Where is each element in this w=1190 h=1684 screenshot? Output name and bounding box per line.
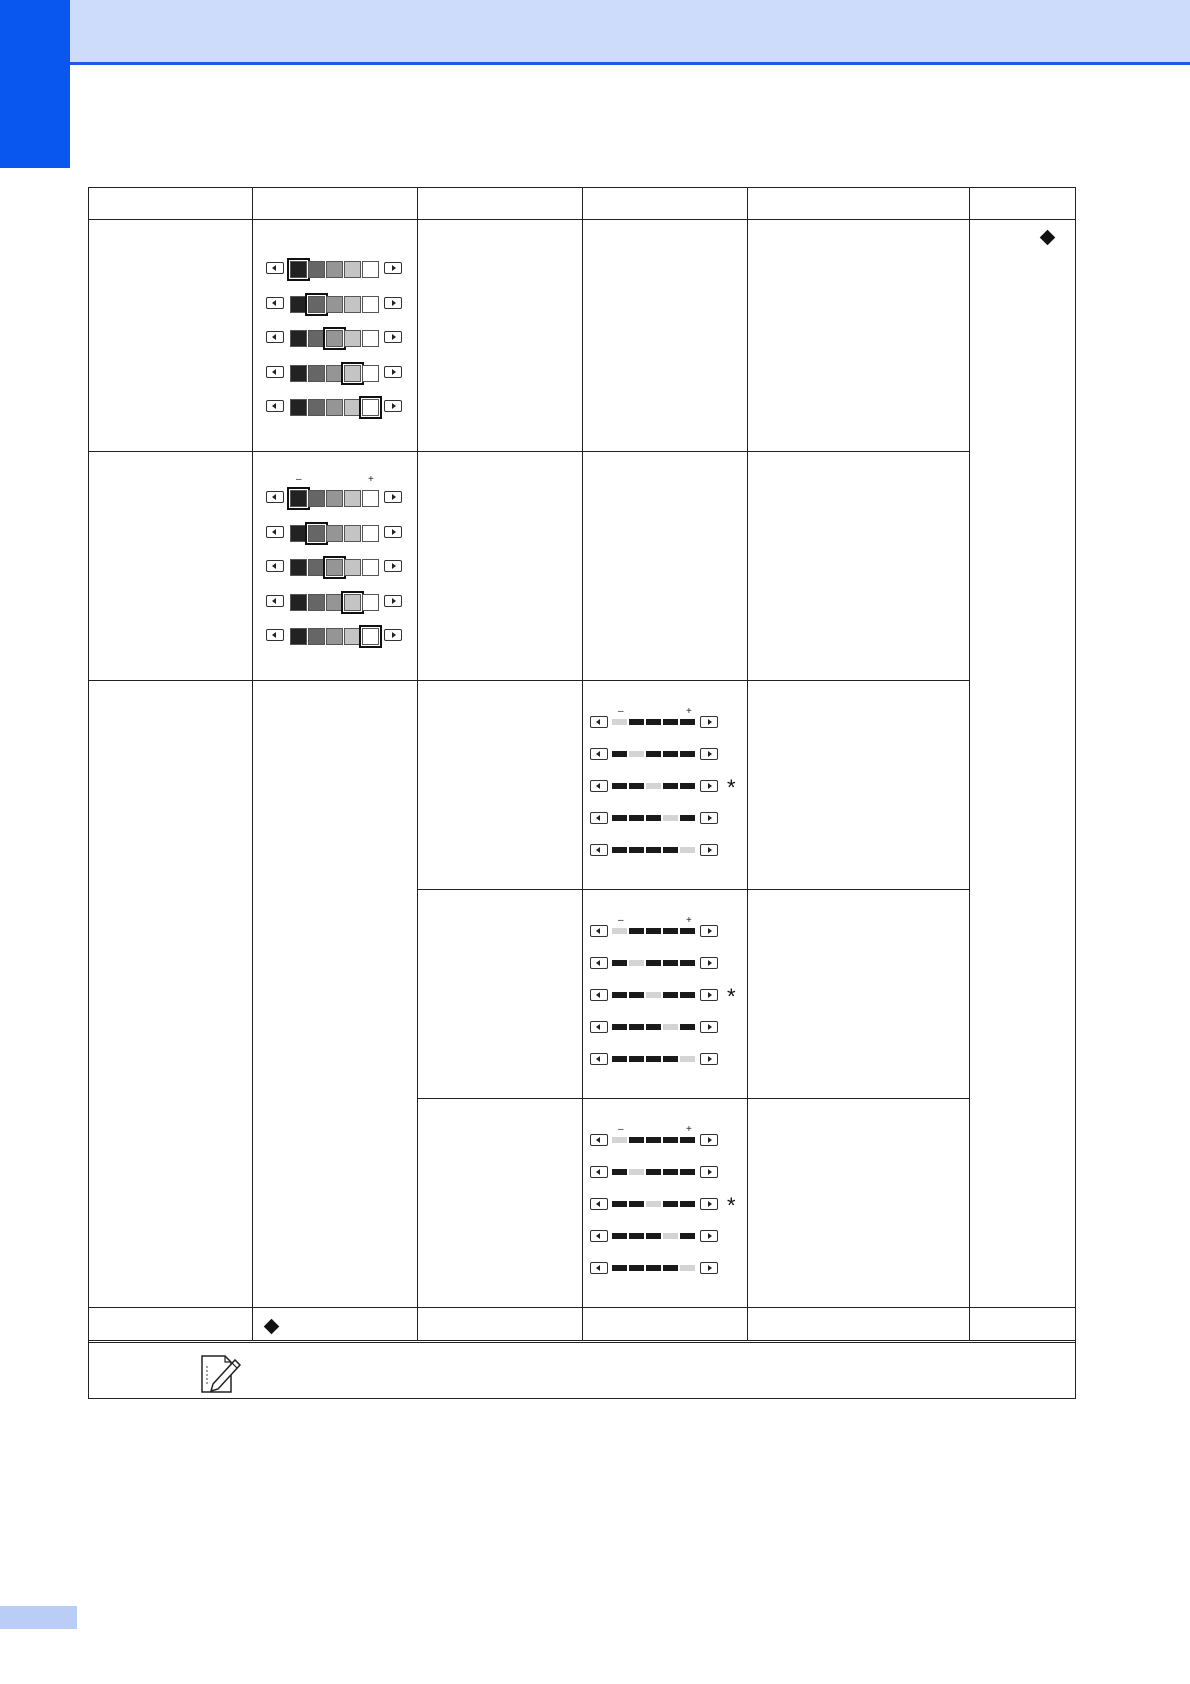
level-segment (629, 1201, 644, 1207)
row1-col5 (748, 220, 970, 452)
level-segment (663, 719, 678, 725)
plus-sign: + (368, 474, 374, 485)
level-segment (646, 1169, 661, 1175)
note-pencil-icon (199, 1352, 243, 1394)
arrow-right-icon (700, 957, 718, 969)
minus-sign: – (618, 706, 624, 717)
level-segment (680, 1233, 695, 1239)
gray-swatch (344, 628, 361, 645)
gray-swatch (326, 490, 343, 507)
arrow-right-icon (384, 262, 402, 274)
gray-swatch (290, 490, 307, 507)
level-segment (629, 751, 644, 757)
level-segment (663, 960, 678, 966)
row3b-col3 (418, 890, 583, 1099)
arrow-left-icon (590, 780, 608, 792)
level-segment (680, 1137, 695, 1143)
level-segment (646, 1201, 661, 1207)
arrow-left-icon (590, 844, 608, 856)
gray-swatch (308, 296, 325, 313)
level-segment (680, 1169, 695, 1175)
row3a-col3 (418, 681, 583, 890)
footer-page-tab (0, 1606, 77, 1629)
row3a-col5 (748, 681, 970, 890)
gray-swatch (344, 399, 361, 416)
level-segment (663, 1265, 678, 1271)
level-segment (612, 847, 627, 853)
gray-swatch (290, 365, 307, 382)
level-segment (612, 783, 627, 789)
arrow-right-icon (700, 780, 718, 792)
level-segment (612, 751, 627, 757)
settings-table (88, 187, 1076, 1399)
level-segment (663, 815, 678, 821)
arrow-left-icon (590, 1053, 608, 1065)
arrow-left-icon (266, 400, 284, 412)
arrow-left-icon (590, 812, 608, 824)
default-asterisk: * (727, 1193, 736, 1218)
gray-swatch (290, 559, 307, 576)
gray-swatch (344, 330, 361, 347)
level-segment (680, 751, 695, 757)
gray-swatch (344, 490, 361, 507)
chapter-tab (0, 0, 70, 168)
level-segment (646, 1233, 661, 1239)
level-segment (646, 1137, 661, 1143)
arrow-left-icon (266, 491, 284, 503)
header-band (70, 0, 1190, 65)
level-segment (612, 1265, 627, 1271)
level-segment (629, 847, 644, 853)
row3-label (89, 681, 253, 1341)
gray-swatch (308, 490, 325, 507)
gray-swatch (290, 628, 307, 645)
arrow-right-icon (384, 400, 402, 412)
gray-swatch (344, 296, 361, 313)
gray-swatch (344, 594, 361, 611)
level-segment (663, 1233, 678, 1239)
header-cell-3 (418, 188, 583, 220)
level-segment (629, 1233, 644, 1239)
header-cell-4 (583, 188, 748, 220)
arrow-right-icon (700, 1198, 718, 1210)
level-segment (646, 1265, 661, 1271)
minus-sign: – (296, 474, 302, 485)
gray-swatch (362, 399, 379, 416)
arrow-left-icon (590, 957, 608, 969)
gray-swatch (326, 559, 343, 576)
arrow-left-icon (590, 1230, 608, 1242)
level-segment (680, 847, 695, 853)
arrow-right-icon (700, 1166, 718, 1178)
legend-row (89, 1307, 1075, 1343)
arrow-right-icon (700, 925, 718, 937)
level-segment (646, 815, 661, 821)
gray-swatch (308, 365, 325, 382)
gray-swatch (362, 628, 379, 645)
level-segment (680, 1056, 695, 1062)
level-segment (680, 1201, 695, 1207)
level-segment (629, 719, 644, 725)
level-segment (646, 960, 661, 966)
level-segment (629, 1056, 644, 1062)
arrow-left-icon (266, 262, 284, 274)
arrow-left-icon (266, 629, 284, 641)
arrow-right-icon (384, 491, 402, 503)
plus-sign: + (686, 706, 692, 717)
level-segment (629, 1265, 644, 1271)
level-segment (612, 960, 627, 966)
arrow-left-icon (590, 1262, 608, 1274)
gray-swatch (362, 365, 379, 382)
gray-swatch (326, 330, 343, 347)
row1-col3 (418, 220, 583, 452)
level-segment (629, 960, 644, 966)
level-segment (663, 1169, 678, 1175)
default-column (970, 220, 1075, 1341)
gray-swatch (362, 261, 379, 278)
row2-col3 (418, 452, 583, 681)
level-segment (612, 815, 627, 821)
arrow-right-icon (700, 716, 718, 728)
level-segment (646, 847, 661, 853)
gray-swatch (308, 399, 325, 416)
arrow-left-icon (266, 331, 284, 343)
gray-swatch (326, 399, 343, 416)
row3c-col3 (418, 1099, 583, 1341)
arrow-left-icon (590, 1198, 608, 1210)
arrow-left-icon (590, 716, 608, 728)
arrow-left-icon (266, 366, 284, 378)
level-segment (680, 1265, 695, 1271)
gray-swatch (344, 525, 361, 542)
level-segment (612, 1233, 627, 1239)
gray-swatch (344, 559, 361, 576)
arrow-right-icon (384, 366, 402, 378)
level-segment (629, 815, 644, 821)
default-asterisk: * (727, 775, 736, 800)
arrow-left-icon (590, 1166, 608, 1178)
level-segment (646, 719, 661, 725)
header-cell-1 (89, 188, 253, 220)
row2-label (89, 452, 253, 681)
gray-swatch (308, 594, 325, 611)
gray-swatch (362, 559, 379, 576)
arrow-left-icon (266, 560, 284, 572)
level-segment (663, 928, 678, 934)
level-segment (612, 1137, 627, 1143)
arrow-right-icon (700, 1262, 718, 1274)
level-segment (680, 1024, 695, 1030)
gray-swatch (290, 594, 307, 611)
level-segment (629, 1137, 644, 1143)
gray-swatch (308, 628, 325, 645)
level-segment (680, 719, 695, 725)
level-segment (612, 992, 627, 998)
row3b-col5 (748, 890, 970, 1099)
gray-swatch (326, 628, 343, 645)
level-segment (663, 783, 678, 789)
gray-swatch (362, 525, 379, 542)
header-cell-6 (970, 188, 1075, 220)
gray-swatch (326, 296, 343, 313)
header-cell-5 (748, 188, 970, 220)
level-segment (680, 815, 695, 821)
arrow-right-icon (700, 844, 718, 856)
level-segment (663, 1056, 678, 1062)
gray-swatch (308, 559, 325, 576)
row1-label (89, 220, 253, 452)
level-segment (680, 992, 695, 998)
arrow-right-icon (700, 1134, 718, 1146)
arrow-left-icon (590, 1134, 608, 1146)
arrow-right-icon (384, 629, 402, 641)
level-segment (612, 719, 627, 725)
level-segment (680, 783, 695, 789)
arrow-right-icon (700, 1021, 718, 1033)
gray-swatch (290, 330, 307, 347)
arrow-left-icon (590, 989, 608, 1001)
gray-swatch (362, 330, 379, 347)
level-segment (612, 1201, 627, 1207)
level-segment (680, 960, 695, 966)
level-segment (646, 1056, 661, 1062)
row1-col4 (583, 220, 748, 452)
arrow-right-icon (700, 1053, 718, 1065)
plus-sign: + (686, 915, 692, 926)
gray-swatch (290, 399, 307, 416)
level-segment (629, 783, 644, 789)
arrow-right-icon (384, 331, 402, 343)
gray-swatch (326, 365, 343, 382)
row2-col5 (748, 452, 970, 681)
level-segment (612, 928, 627, 934)
arrow-right-icon (700, 989, 718, 1001)
level-segment (663, 992, 678, 998)
level-segment (646, 783, 661, 789)
level-segment (663, 1137, 678, 1143)
minus-sign: – (618, 915, 624, 926)
row3c-col5 (748, 1099, 970, 1341)
level-segment (629, 992, 644, 998)
gray-swatch (362, 594, 379, 611)
gray-swatch (344, 365, 361, 382)
level-segment (646, 1024, 661, 1030)
level-segment (663, 1024, 678, 1030)
level-segment (663, 1201, 678, 1207)
arrow-left-icon (590, 1021, 608, 1033)
gray-swatch (362, 490, 379, 507)
gray-swatch (326, 525, 343, 542)
arrow-left-icon (590, 925, 608, 937)
default-asterisk: * (727, 984, 736, 1009)
arrow-right-icon (700, 748, 718, 760)
level-segment (663, 847, 678, 853)
gray-swatch (326, 261, 343, 278)
gray-swatch (326, 594, 343, 611)
arrow-right-icon (384, 297, 402, 309)
level-segment (646, 751, 661, 757)
arrow-right-icon (384, 526, 402, 538)
row3-col2 (253, 681, 418, 1341)
arrow-left-icon (590, 748, 608, 760)
arrow-left-icon (266, 526, 284, 538)
level-segment (612, 1056, 627, 1062)
minus-sign: – (618, 1124, 624, 1135)
arrow-right-icon (700, 1230, 718, 1242)
arrow-right-icon (384, 595, 402, 607)
level-segment (646, 928, 661, 934)
gray-swatch (290, 525, 307, 542)
level-segment (629, 928, 644, 934)
gray-swatch (290, 261, 307, 278)
gray-swatch (362, 296, 379, 313)
level-segment (629, 1024, 644, 1030)
header-cell-2 (253, 188, 418, 220)
level-segment (612, 1169, 627, 1175)
gray-swatch (308, 330, 325, 347)
gray-swatch (308, 261, 325, 278)
arrow-right-icon (700, 812, 718, 824)
level-segment (680, 928, 695, 934)
gray-swatch (290, 296, 307, 313)
gray-swatch (308, 525, 325, 542)
gray-swatch (344, 261, 361, 278)
level-segment (629, 1169, 644, 1175)
level-segment (612, 1024, 627, 1030)
arrow-left-icon (266, 595, 284, 607)
level-segment (646, 992, 661, 998)
plus-sign: + (686, 1124, 692, 1135)
level-segment (663, 751, 678, 757)
arrow-right-icon (384, 560, 402, 572)
arrow-left-icon (266, 297, 284, 309)
row2-col4 (583, 452, 748, 681)
